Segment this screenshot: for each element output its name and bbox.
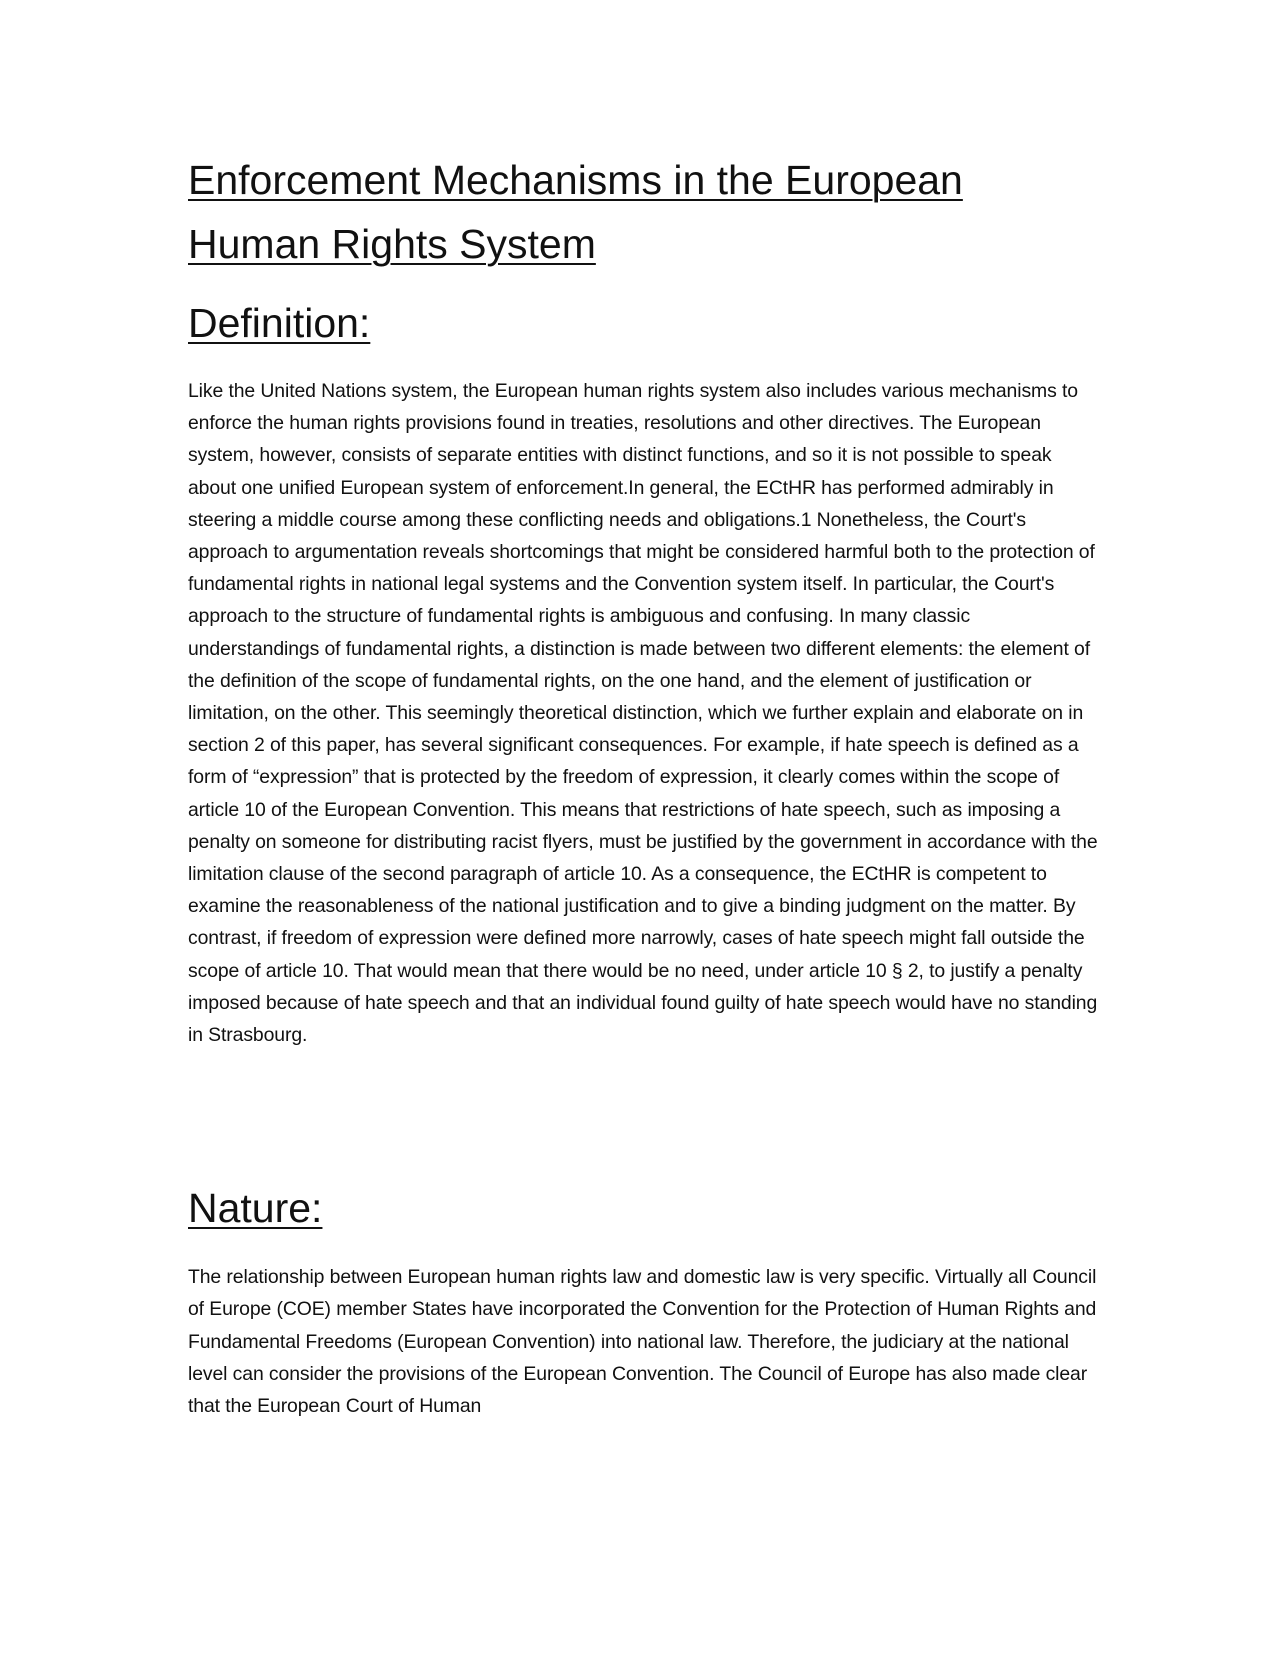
section-paragraph-nature: The relationship between European human rights law and domestic law is very specific. Virtually all Council of Europe (COE) member States have incorporated the Convention for the Protection of Human Rights and Fundamental Freedoms (European Convention) into national law. Therefore, the judiciary at the national level can consider the provisions of the European Convention. The Council of Europe has also made clear that the European Court of Human [188,1266,1097,1418]
section-heading-nature: Nature: [188,1185,323,1232]
section-heading-definition: Definition: [188,300,371,346]
document-title-line-2: Human Rights System [188,221,596,267]
document-title [188,148,1098,276]
document-body [188,148,1098,1422]
section-paragraph-definition: Like the United Nations system, the European human rights system also includes various mechanisms to enforce the human rights provisions found in treaties, resolutions and other directives. The European system, however, consists of separate entities with distinct functions, and so it is not possible to speak about one unified European system of enforcement.In general, the ECtHR has performed admirably in steering a middle course among these conflicting needs and obligations.1 Nonetheless, the Court's approach to argumentation reveals shortcomings that might be considered harmful both to the protection of fundamental rights in national legal systems and the Convention system itself. In particular, the Court's approach to the structure of fundamental rights is ambiguous and confusing. In many classic understandings of fundamental rights, a distinction is made between two different elements: the element of the definition of the scope of fundamental rights, on the one hand, and the element of justification or limitation, on the other. This seemingly theoretical distinction, which we further explain and elaborate on in section 2 of this paper, has several significant consequences. For example, if hate speech is defined as a form of “expression” that is protected by the freedom of expression, it clearly comes within the scope of article 10 of the European Convention. This means that restrictions of hate speech, such as imposing a penalty on someone for distributing racist flyers, must be justified by the government in accordance with the limitation clause of the second paragraph of article 10. As a consequence, the ECtHR is competent to examine the reasonableness of the national justification and to give a binding judgment on the matter. By contrast, if freedom of expression were defined more narrowly, cases of hate speech might fall outside the scope of article 10. That would mean that there would be no need, under article 10 § 2, to justify a penalty imposed because of hate speech and that an individual found guilty of hate speech would have no standing in Strasbourg. [188,380,1098,1047]
document-title-line-1: Enforcement Mechanisms in the European [188,157,963,203]
